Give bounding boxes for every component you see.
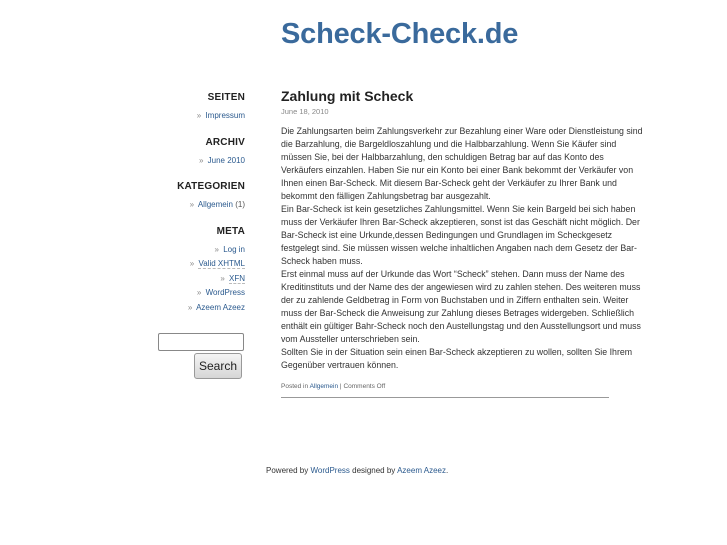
footer-author-link[interactable]: Azeem Azeez	[397, 466, 446, 475]
bullet-icon: »	[189, 200, 195, 209]
search-input[interactable]	[158, 333, 244, 351]
post-paragraph: Erst einmal muss auf der Urkunde das Wort “Scheck” stehen. Dann muss der Name des Kreditinstituts und der Name des der angewiesen wird zu zahlen stehen. Des weiteren muss der zu zahlende Geldbetrag in Form von Buchstaben und in Ziffern enthalten sein. Weiter muss der Bar-Scheck die Anweisung zur Zahlung dieses Betrages widergeben. Schließlich enthält ein gültiger Bahr-Scheck noch den Austellungstag und den Ausstellungsort und muss vom Aussteller unterschrieben sein.	[281, 269, 641, 344]
post-meta-prefix: Posted in	[281, 383, 309, 390]
site-title[interactable]: Scheck-Check.de	[281, 18, 519, 50]
footer-end: .	[446, 466, 449, 475]
bullet-icon: »	[214, 244, 219, 254]
post-category-link[interactable]: Allgemein	[309, 383, 339, 390]
sidebar-categories	[105, 181, 245, 213]
post-divider	[281, 397, 609, 398]
sidebar-heading-categories: KATEGORIEN	[177, 181, 245, 192]
sidebar-item-login	[105, 243, 245, 258]
sidebar-item-june-2010	[105, 154, 245, 169]
post-paragraph: Die Zahlungsarten beim Zahlungsverkehr zur Bezahlung einer Ware oder Dienstleistung sind die Barzahlung, die Bargeldloszahlung und die Halbbarzahlung. Wenn Sie Käufer sind müssen Sie, bei der Halbbarzahlung, den schuldigen Betrag bar auf das Konto des Verkäufers einzahlen. Haben Sie nur ein Konto bei einer Bank bekommt der Verkäufer von Ihnen einen Bar-Scheck. Mit diesem Bar-Scheck geht der Verkäufer zu Ihrer Bank und bekommt den fälligen Zahlungsbetrag bar ausgezahlt.	[281, 126, 643, 201]
sidebar	[105, 92, 245, 328]
sidebar-meta	[105, 226, 245, 316]
category-count: (1)	[235, 200, 245, 209]
sidebar-item-impressum	[105, 109, 245, 124]
sidebar-item-azeem-azeez	[105, 301, 245, 316]
xfn-link[interactable]: XFN	[229, 273, 245, 283]
footer-wordpress-link[interactable]: WordPress	[310, 466, 350, 475]
bullet-icon: »	[220, 273, 225, 283]
post	[281, 88, 647, 398]
sidebar-heading-archive: ARCHIV	[205, 136, 245, 148]
sidebar-item-wordpress	[105, 286, 245, 301]
sidebar-archive	[105, 137, 245, 169]
sidebar-heading-pages: SEITEN	[207, 92, 245, 103]
impressum-link[interactable]: Impressum	[205, 111, 245, 120]
post-meta	[281, 383, 647, 390]
azeem-azeez-link[interactable]: Azeem Azeez	[196, 302, 245, 312]
post-title[interactable]: Zahlung mit Scheck	[281, 88, 414, 104]
archive-june-2010-link[interactable]: June 2010	[207, 155, 245, 165]
sidebar-heading-meta: META	[216, 225, 245, 237]
post-date: June 18, 2010	[281, 107, 329, 116]
bullet-icon: »	[196, 111, 202, 120]
bullet-icon: »	[189, 259, 195, 268]
valid-xhtml-link[interactable]: Valid XHTML	[198, 259, 245, 268]
wordpress-link[interactable]: WordPress	[205, 288, 245, 297]
footer	[266, 466, 448, 475]
sidebar-item-allgemein	[105, 198, 245, 213]
search-button[interactable]: Search	[194, 353, 242, 379]
footer-powered-by: Powered by	[266, 466, 309, 475]
sidebar-pages	[105, 92, 245, 124]
post-paragraph: Sollten Sie in der Situation sein einen Bar-Scheck akzeptieren zu wollen, sollten Sie Ihrem Gegenüber vertrauen können.	[281, 347, 633, 370]
login-link[interactable]: Log in	[223, 244, 245, 254]
post-meta-separator: |	[339, 383, 342, 390]
post-paragraph: Ein Bar-Scheck ist kein gesetzliches Zahlungsmittel. Wenn Sie kein Bargeld bei sich haben muss der Verkäufer Ihren Bar-Scheck akzeptieren, sonst ist das Geschäft nicht möglich. Der Bar-Scheck ist eine Urkunde,dessen Bedingungen und Grundlagen im Scheckgesetz festgelegt sind. Sie müssen wissen welche inhaltlichen Angaben nach dem Gesetz der Bar-Scheck haben muss.	[281, 204, 640, 266]
sidebar-item-valid-xhtml	[105, 257, 245, 272]
footer-designed-by: designed by	[352, 466, 396, 475]
bullet-icon: »	[198, 155, 204, 165]
bullet-icon: »	[187, 302, 193, 312]
post-body	[281, 125, 647, 372]
bullet-icon: »	[196, 288, 202, 297]
sidebar-item-xfn	[105, 272, 245, 287]
category-allgemein-link[interactable]: Allgemein	[197, 200, 233, 209]
search-form	[158, 333, 244, 373]
post-comments-status: Comments Off	[343, 383, 386, 390]
